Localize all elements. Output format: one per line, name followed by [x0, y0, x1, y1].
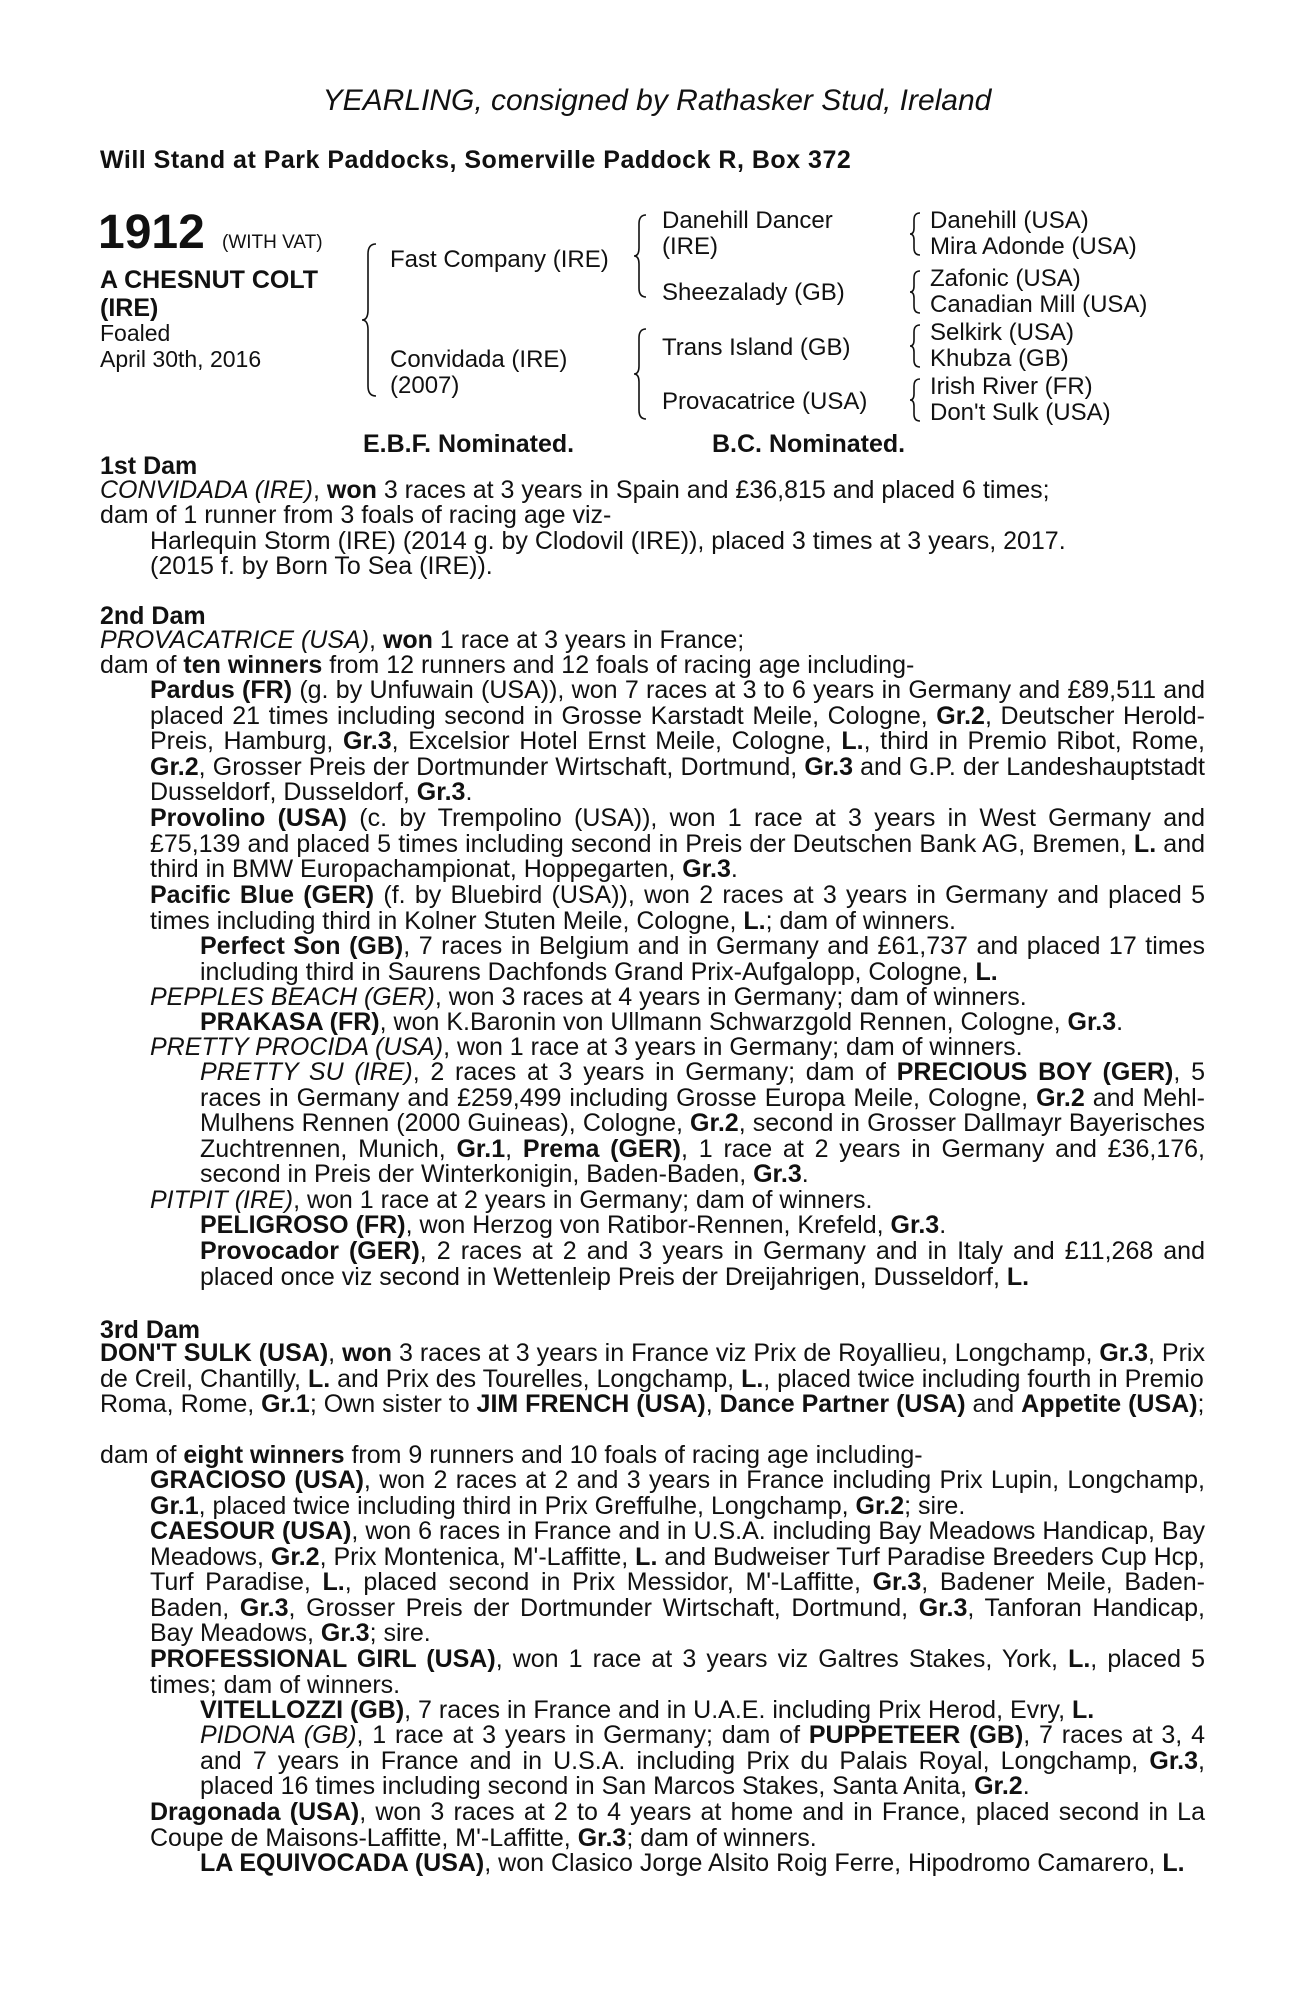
vat-label: (WITH VAT) [222, 232, 323, 253]
perfect-son-name: Perfect Son (GB) [200, 932, 404, 960]
pedigree-g2: Mira Adonde (USA) [930, 233, 1137, 260]
pedigree-sire-sire: Danehill Dancer [662, 207, 833, 234]
pedigree-sire-sire-country: (IRE) [662, 233, 718, 260]
dam2-provolino-entry: Provolino (USA) (c. by Trempolino (USA)), won 1 race at 3 years in West Germany and £75,139 and placed 5 times including second in Preis der Deutschen Bank AG, Bremen, L. and third in BMW Europachampionat, Hoppegarten, Gr.3. [150, 804, 1205, 884]
lot-description: A CHESNUT COLT [100, 266, 319, 294]
pepples-name: PEPPLES BEACH (GER) [150, 983, 435, 1011]
dam1-line2: dam of 1 runner from 3 foals of racing age viz- [100, 501, 612, 529]
pedigree-g5: Selkirk (USA) [930, 319, 1075, 346]
lot-country: (IRE) [100, 294, 159, 322]
pretty-su-name: PRETTY SU (IRE) [200, 1058, 413, 1086]
pedigree-bracket-g2 [910, 268, 924, 316]
dam2-line1: PROVACATRICE (USA), won 1 race at 3 years in France; [100, 626, 745, 654]
provocador-name: Provocador (GER) [200, 1237, 420, 1265]
dam3-profgirl-entry: PROFESSIONAL GIRL (USA), won 1 race at 3 years viz Galtres Stakes, York, L., placed 5 times; dam of winners. [150, 1645, 1205, 1699]
bc-nomination: B.C. Nominated. [712, 430, 906, 458]
lot-number: 1912 [98, 206, 205, 259]
equivocada-name: LA EQUIVOCADA (USA) [200, 1849, 485, 1877]
dam2-name: PROVACATRICE (USA) [100, 626, 370, 654]
dam2-pardus-entry: Pardus (FR) (g. by Unfuwain (USA)), won 7 races at 3 to 6 years in Germany and £89,511 and placed 21 times including second in Grosse Karstadt Meile, Cologne, Gr.2, Deutscher Herold-Preis, Hamburg, Gr.3, Excelsior Hotel Ernst Meile, Cologne, L., third in Premio Ribot, Rome, Gr.2, Grosser Preis der Dortmunder Wirtschaft, Dortmund, Gr.3 and G.P. der Landeshauptstadt Dusseldorf, Dusseldorf, Gr.3. [150, 676, 1205, 807]
pedigree-g4: Canadian Mill (USA) [930, 291, 1148, 318]
pedigree-bracket-main [362, 240, 382, 400]
dam2-peligroso-entry: PELIGROSO (FR), won Herzog von Ratibor-Rennen, Krefeld, Gr.3. [200, 1211, 947, 1239]
dam1-progeny-2: (2015 f. by Born To Sea (IRE)). [150, 552, 493, 580]
dam2-pretty-su-entry: PRETTY SU (IRE), 2 races at 3 years in Germany; dam of PRECIOUS BOY (GER), 5 races in Germany and £259,499 including Grosse Europa Meile, Cologne, Gr.2 and Mehl-Mulhens Rennen (2000 Guineas), Cologne, Gr.2, second in Grosser Dallmayr Bayerisches Zuchtrennen, Munich, Gr.1, Prema (GER), 1 race at 2 years in Germany and £36,176, second in Preis der Winterkonigin, Baden-Baden, Gr.3. [200, 1058, 1205, 1189]
caesour-name: CAESOUR (USA) [150, 1517, 352, 1545]
dam2-pitpit-entry: PITPIT (IRE), won 1 race at 2 years in Germany; dam of winners. [150, 1186, 873, 1214]
dam3-dragonada-entry: Dragonada (USA), won 3 races at 2 to 4 years at home and in France, placed second in La Coupe de Maisons-Laffitte, M'-Laffitte, Gr.3; dam of winners. [150, 1798, 1205, 1852]
dam2-heading: 2nd Dam [100, 602, 206, 630]
dam1-line1: CONVIDADA (IRE), won 3 races at 3 years in Spain and £36,815 and placed 6 times; [100, 476, 1050, 504]
dam2-line2: dam of ten winners from 12 runners and 12 foals of racing age including- [100, 651, 915, 679]
stand-location: Will Stand at Park Paddocks, Somerville Paddock R, Box 372 [100, 146, 852, 174]
provolino-name: Provolino (USA) [150, 804, 348, 832]
dam2-provocador-entry: Provocador (GER), 2 races at 2 and 3 years in Germany and in Italy and £11,268 and placed once viz second in Wettenleip Preis der Dreijahrigen, Dusseldorf, L. [200, 1237, 1205, 1291]
dam3-vitellozzi-entry: VITELLOZZI (GB), 7 races in France and in U.A.E. including Prix Herod, Evry, L. [200, 1696, 1095, 1724]
pedigree-bracket-dam [634, 326, 650, 422]
dam2-pacific-entry: Pacific Blue (GER) (f. by Bluebird (USA)), won 2 races at 3 years in Germany and placed 5 times including third in Kolner Stuten Meile, Cologne, L.; dam of winners. [150, 881, 1205, 935]
dam1-name: CONVIDADA (IRE) [100, 476, 313, 504]
pedigree-g6: Khubza (GB) [930, 345, 1069, 372]
peligroso-name: PELIGROSO (FR) [200, 1211, 406, 1239]
pardus-name: Pardus (FR) [150, 676, 293, 704]
dam3-name: DON'T SULK (USA) [100, 1339, 329, 1367]
pedigree-sire-dam: Sheezalady (GB) [662, 279, 845, 306]
pedigree-dam-dam: Provacatrice (USA) [662, 388, 868, 415]
pedigree-bracket-g4 [910, 376, 924, 424]
ebf-nomination: E.B.F. Nominated. [363, 430, 575, 458]
pacific-blue-name: Pacific Blue (GER) [150, 881, 375, 909]
dam2-pepples-entry: PEPPLES BEACH (GER), won 3 races at 4 years in Germany; dam of winners. [150, 983, 1027, 1011]
pedigree-sire: Fast Company (IRE) [390, 246, 609, 273]
dam3-line2: dam of eight winners from 9 runners and 10 foals of racing age including- [100, 1441, 923, 1469]
dam3-pidona-entry: PIDONA (GB), 1 race at 3 years in Germany; dam of PUPPETEER (GB), 7 races at 3, 4 and 7 years in France and in U.S.A. including Prix du Palais Royal, Longchamp, Gr.3, placed 16 times including second in San Marcos Stakes, Santa Anita, Gr.2. [200, 1721, 1205, 1801]
dam3-gracioso-entry: GRACIOSO (USA), won 2 races at 2 and 3 years in France including Prix Lupin, Longchamp, Gr.1, placed twice including third in Prix Greffulhe, Longchamp, Gr.2; sire. [150, 1466, 1205, 1520]
pedigree-g3: Zafonic (USA) [930, 265, 1081, 292]
pedigree-g8: Don't Sulk (USA) [930, 399, 1111, 426]
prakasa-name: PRAKASA (FR) [200, 1008, 380, 1036]
catalogue-title: YEARLING, consigned by Rathasker Stud, Ireland [322, 84, 992, 117]
dam3-caesour-entry: CAESOUR (USA), won 6 races in France and in U.S.A. including Bay Meadows Handicap, Bay Meadows, Gr.2, Prix Montenica, M'-Laffitte, L. and Budweiser Turf Paradise Breeders Cup Hcp, Turf Paradise, L., placed second in Prix Messidor, M'-Laffitte, Gr.3, Badener Meile, Baden-Baden, Gr.3, Grosser Preis der Dortmunder Wirtschaft, Dortmund, Gr.3, Tanforan Handicap, Bay Meadows, Gr.3; sire. [150, 1517, 1206, 1648]
dam2-procida-entry: PRETTY PROCIDA (USA), won 1 race at 3 years in Germany; dam of winners. [150, 1033, 1023, 1061]
pedigree-dam-year: (2007) [390, 372, 460, 399]
pedigree-bracket-sire [634, 212, 650, 300]
pedigree-bracket-g1 [910, 210, 924, 258]
dam2-perfect-son-entry: Perfect Son (GB), 7 races in Belgium and in Germany and £61,737 and placed 17 times including third in Saurens Dachfonds Grand Prix-Aufgalopp, Cologne, L. [200, 932, 1205, 986]
procida-name: PRETTY PROCIDA (USA) [150, 1033, 444, 1061]
dam1-progeny-1: Harlequin Storm (IRE) (2014 g. by Clodovil (IRE)), placed 3 times at 3 years, 2017. [150, 527, 1066, 555]
dam3-equivocada-entry: LA EQUIVOCADA (USA), won Clasico Jorge Alsito Roig Ferre, Hipodromo Camarero, L. [200, 1849, 1185, 1877]
gracioso-name: GRACIOSO (USA) [150, 1466, 364, 1494]
vitellozzi-name: VITELLOZZI (GB) [200, 1696, 405, 1724]
profgirl-name: PROFESSIONAL GIRL (USA) [150, 1645, 496, 1673]
pedigree-dam-sire: Trans Island (GB) [662, 334, 851, 361]
pedigree-bracket-g3 [910, 322, 924, 370]
pedigree-dam: Convidada (IRE) [390, 346, 568, 373]
foaled-label: Foaled [100, 320, 171, 346]
dam3-heading: 3rd Dam [100, 1316, 201, 1344]
dam2-prakasa-entry: PRAKASA (FR), won K.Baronin von Ullmann Schwarzgold Rennen, Cologne, Gr.3. [200, 1008, 1124, 1036]
foaled-date: April 30th, 2016 [100, 346, 262, 372]
dam1-heading: 1st Dam [100, 452, 198, 480]
dragonada-name: Dragonada (USA) [150, 1798, 360, 1826]
pitpit-name: PITPIT (IRE) [150, 1186, 294, 1214]
pedigree-g1: Danehill (USA) [930, 207, 1089, 234]
pidona-name: PIDONA (GB) [200, 1721, 357, 1749]
dam3-entry: DON'T SULK (USA), won 3 races at 3 years in France viz Prix de Royallieu, Longchamp, Gr.3, Prix de Creil, Chantilly, L. and Prix des Tourelles, Longchamp, L., placed twice including fourth in Premio Roma, Rome, Gr.1; Own sister to JIM FRENCH (USA), Dance Partner (USA) and Appetite (USA); [100, 1339, 1205, 1419]
pedigree-g7: Irish River (FR) [930, 373, 1093, 400]
